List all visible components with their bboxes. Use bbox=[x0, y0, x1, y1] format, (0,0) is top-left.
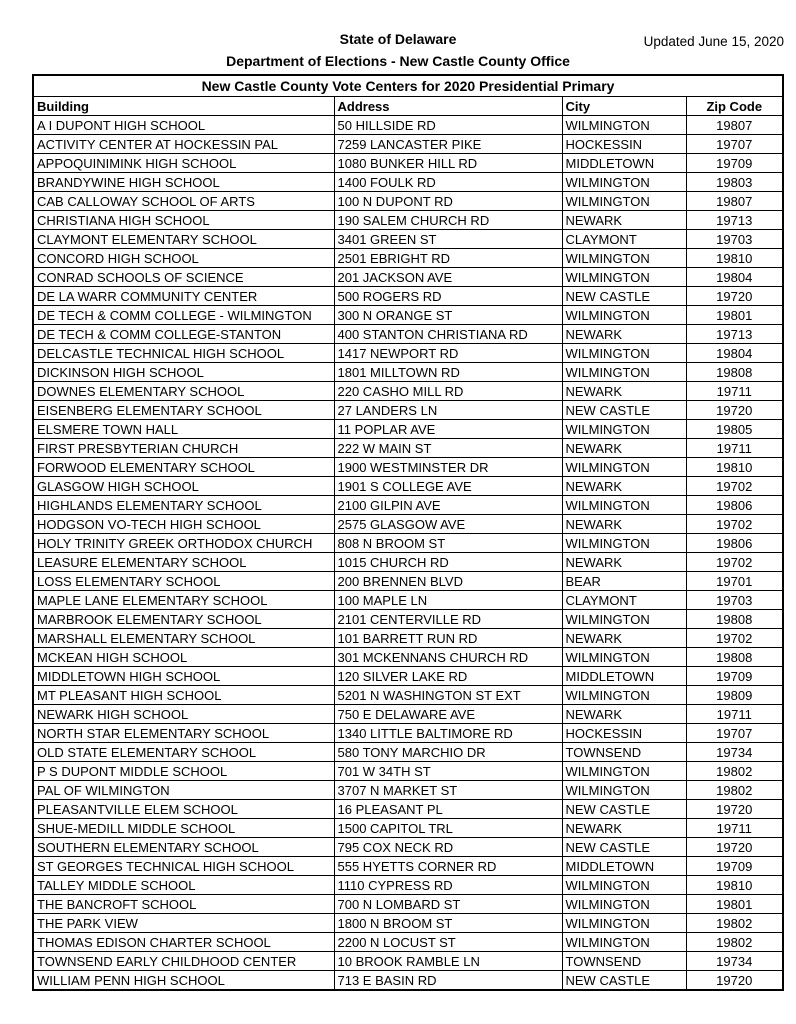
cell-building: MCKEAN HIGH SCHOOL bbox=[33, 648, 334, 667]
table-row bbox=[33, 268, 783, 287]
cell-address: 1400 FOULK RD bbox=[334, 173, 562, 192]
cell-city: WILMINGTON bbox=[562, 648, 686, 667]
cell-address: 1417 NEWPORT RD bbox=[334, 344, 562, 363]
cell-city: HOCKESSIN bbox=[562, 724, 686, 743]
cell-city: NEWARK bbox=[562, 382, 686, 401]
cell-zip: 19720 bbox=[686, 971, 783, 991]
cell-building: MARBROOK ELEMENTARY SCHOOL bbox=[33, 610, 334, 629]
cell-building: DE LA WARR COMMUNITY CENTER bbox=[33, 287, 334, 306]
cell-zip: 19711 bbox=[686, 439, 783, 458]
table-row bbox=[33, 401, 783, 420]
table-row bbox=[33, 762, 783, 781]
cell-city: NEW CASTLE bbox=[562, 971, 686, 991]
table-row bbox=[33, 667, 783, 686]
table-row bbox=[33, 135, 783, 154]
column-header-zip: Zip Code bbox=[686, 97, 783, 116]
table-row bbox=[33, 496, 783, 515]
cell-address: 750 E DELAWARE AVE bbox=[334, 705, 562, 724]
cell-building: HOLY TRINITY GREEK ORTHODOX CHURCH bbox=[33, 534, 334, 553]
cell-city: WILMINGTON bbox=[562, 914, 686, 933]
cell-city: NEW CASTLE bbox=[562, 800, 686, 819]
table-row bbox=[33, 933, 783, 952]
cell-zip: 19809 bbox=[686, 686, 783, 705]
cell-address: 300 N ORANGE ST bbox=[334, 306, 562, 325]
cell-zip: 19807 bbox=[686, 192, 783, 211]
cell-zip: 19804 bbox=[686, 344, 783, 363]
cell-zip: 19808 bbox=[686, 610, 783, 629]
cell-address: 222 W MAIN ST bbox=[334, 439, 562, 458]
cell-zip: 19709 bbox=[686, 857, 783, 876]
cell-address: 2575 GLASGOW AVE bbox=[334, 515, 562, 534]
cell-address: 2200 N LOCUST ST bbox=[334, 933, 562, 952]
cell-address: 11 POPLAR AVE bbox=[334, 420, 562, 439]
cell-building: BRANDYWINE HIGH SCHOOL bbox=[33, 173, 334, 192]
cell-address: 700 N LOMBARD ST bbox=[334, 895, 562, 914]
cell-zip: 19707 bbox=[686, 724, 783, 743]
cell-building: FORWOOD ELEMENTARY SCHOOL bbox=[33, 458, 334, 477]
cell-city: NEW CASTLE bbox=[562, 287, 686, 306]
cell-building: CLAYMONT ELEMENTARY SCHOOL bbox=[33, 230, 334, 249]
cell-building: A I DUPONT HIGH SCHOOL bbox=[33, 116, 334, 135]
cell-address: 580 TONY MARCHIO DR bbox=[334, 743, 562, 762]
cell-city: TOWNSEND bbox=[562, 952, 686, 971]
table-row bbox=[33, 724, 783, 743]
table-row bbox=[33, 363, 783, 382]
table-row bbox=[33, 781, 783, 800]
cell-city: WILMINGTON bbox=[562, 534, 686, 553]
table-row bbox=[33, 211, 783, 230]
cell-city: WILMINGTON bbox=[562, 192, 686, 211]
cell-building: SHUE-MEDILL MIDDLE SCHOOL bbox=[33, 819, 334, 838]
cell-building: MIDDLETOWN HIGH SCHOOL bbox=[33, 667, 334, 686]
table-row bbox=[33, 952, 783, 971]
cell-city: CLAYMONT bbox=[562, 230, 686, 249]
cell-building: HODGSON VO-TECH HIGH SCHOOL bbox=[33, 515, 334, 534]
table-caption-row bbox=[33, 75, 783, 97]
cell-zip: 19707 bbox=[686, 135, 783, 154]
cell-zip: 19802 bbox=[686, 933, 783, 952]
cell-address: 120 SILVER LAKE RD bbox=[334, 667, 562, 686]
table-row bbox=[33, 534, 783, 553]
cell-zip: 19734 bbox=[686, 743, 783, 762]
cell-address: 301 MCKENNANS CHURCH RD bbox=[334, 648, 562, 667]
cell-building: NORTH STAR ELEMENTARY SCHOOL bbox=[33, 724, 334, 743]
cell-address: 5201 N WASHINGTON ST EXT bbox=[334, 686, 562, 705]
cell-city: NEWARK bbox=[562, 325, 686, 344]
cell-zip: 19703 bbox=[686, 591, 783, 610]
cell-zip: 19702 bbox=[686, 629, 783, 648]
cell-building: CONRAD SCHOOLS OF SCIENCE bbox=[33, 268, 334, 287]
cell-address: 2100 GILPIN AVE bbox=[334, 496, 562, 515]
column-header-address: Address bbox=[334, 97, 562, 116]
table-row bbox=[33, 686, 783, 705]
table-row bbox=[33, 325, 783, 344]
cell-address: 1110 CYPRESS RD bbox=[334, 876, 562, 895]
cell-city: NEWARK bbox=[562, 553, 686, 572]
cell-building: SOUTHERN ELEMENTARY SCHOOL bbox=[33, 838, 334, 857]
cell-city: NEWARK bbox=[562, 705, 686, 724]
cell-building: GLASGOW HIGH SCHOOL bbox=[33, 477, 334, 496]
cell-city: NEW CASTLE bbox=[562, 401, 686, 420]
cell-building: MARSHALL ELEMENTARY SCHOOL bbox=[33, 629, 334, 648]
cell-city: WILMINGTON bbox=[562, 781, 686, 800]
cell-zip: 19702 bbox=[686, 515, 783, 534]
table-row bbox=[33, 249, 783, 268]
cell-building: PAL OF WILMINGTON bbox=[33, 781, 334, 800]
cell-building: LEASURE ELEMENTARY SCHOOL bbox=[33, 553, 334, 572]
cell-zip: 19810 bbox=[686, 249, 783, 268]
cell-address: 27 LANDERS LN bbox=[334, 401, 562, 420]
cell-building: MT PLEASANT HIGH SCHOOL bbox=[33, 686, 334, 705]
cell-zip: 19713 bbox=[686, 325, 783, 344]
cell-zip: 19703 bbox=[686, 230, 783, 249]
cell-building: DICKINSON HIGH SCHOOL bbox=[33, 363, 334, 382]
cell-city: WILMINGTON bbox=[562, 876, 686, 895]
table-row bbox=[33, 154, 783, 173]
cell-zip: 19801 bbox=[686, 895, 783, 914]
table-row bbox=[33, 439, 783, 458]
cell-zip: 19709 bbox=[686, 667, 783, 686]
cell-city: WILMINGTON bbox=[562, 249, 686, 268]
cell-address: 2501 EBRIGHT RD bbox=[334, 249, 562, 268]
cell-zip: 19802 bbox=[686, 781, 783, 800]
cell-address: 100 N DUPONT RD bbox=[334, 192, 562, 211]
cell-building: THE PARK VIEW bbox=[33, 914, 334, 933]
cell-zip: 19702 bbox=[686, 553, 783, 572]
table-row bbox=[33, 914, 783, 933]
cell-building: CHRISTIANA HIGH SCHOOL bbox=[33, 211, 334, 230]
cell-zip: 19810 bbox=[686, 876, 783, 895]
cell-building: HIGHLANDS ELEMENTARY SCHOOL bbox=[33, 496, 334, 515]
cell-zip: 19720 bbox=[686, 401, 783, 420]
table-row bbox=[33, 629, 783, 648]
table-row bbox=[33, 344, 783, 363]
cell-address: 3707 N MARKET ST bbox=[334, 781, 562, 800]
cell-building: PLEASANTVILLE ELEM SCHOOL bbox=[33, 800, 334, 819]
cell-zip: 19806 bbox=[686, 496, 783, 515]
vote-centers-table bbox=[32, 74, 784, 991]
table-row bbox=[33, 743, 783, 762]
cell-address: 100 MAPLE LN bbox=[334, 591, 562, 610]
table-row bbox=[33, 648, 783, 667]
column-header-city: City bbox=[562, 97, 686, 116]
cell-building: ELSMERE TOWN HALL bbox=[33, 420, 334, 439]
cell-building: DELCASTLE TECHNICAL HIGH SCHOOL bbox=[33, 344, 334, 363]
cell-city: NEWARK bbox=[562, 515, 686, 534]
table-row bbox=[33, 477, 783, 496]
cell-building: LOSS ELEMENTARY SCHOOL bbox=[33, 572, 334, 591]
cell-building: DE TECH & COMM COLLEGE - WILMINGTON bbox=[33, 306, 334, 325]
cell-zip: 19806 bbox=[686, 534, 783, 553]
cell-address: 808 N BROOM ST bbox=[334, 534, 562, 553]
cell-zip: 19802 bbox=[686, 762, 783, 781]
cell-zip: 19808 bbox=[686, 363, 783, 382]
cell-zip: 19801 bbox=[686, 306, 783, 325]
cell-building: P S DUPONT MIDDLE SCHOOL bbox=[33, 762, 334, 781]
cell-address: 713 E BASIN RD bbox=[334, 971, 562, 991]
cell-city: TOWNSEND bbox=[562, 743, 686, 762]
cell-zip: 19803 bbox=[686, 173, 783, 192]
cell-building: OLD STATE ELEMENTARY SCHOOL bbox=[33, 743, 334, 762]
cell-building: TALLEY MIDDLE SCHOOL bbox=[33, 876, 334, 895]
table-row bbox=[33, 819, 783, 838]
cell-address: 1801 MILLTOWN RD bbox=[334, 363, 562, 382]
cell-zip: 19805 bbox=[686, 420, 783, 439]
table-row bbox=[33, 895, 783, 914]
cell-city: WILMINGTON bbox=[562, 933, 686, 952]
cell-city: WILMINGTON bbox=[562, 762, 686, 781]
cell-building: APPOQUINIMINK HIGH SCHOOL bbox=[33, 154, 334, 173]
table-row bbox=[33, 420, 783, 439]
cell-address: 1500 CAPITOL TRL bbox=[334, 819, 562, 838]
table-row bbox=[33, 192, 783, 211]
cell-city: WILMINGTON bbox=[562, 116, 686, 135]
cell-zip: 19808 bbox=[686, 648, 783, 667]
cell-address: 2101 CENTERVILLE RD bbox=[334, 610, 562, 629]
table-row bbox=[33, 287, 783, 306]
table-row bbox=[33, 705, 783, 724]
cell-building: NEWARK HIGH SCHOOL bbox=[33, 705, 334, 724]
table-row bbox=[33, 838, 783, 857]
table-row bbox=[33, 857, 783, 876]
cell-building: ST GEORGES TECHNICAL HIGH SCHOOL bbox=[33, 857, 334, 876]
table-row bbox=[33, 173, 783, 192]
document-title-department: Department of Elections - New Castle County Office bbox=[226, 53, 570, 69]
cell-address: 190 SALEM CHURCH RD bbox=[334, 211, 562, 230]
cell-city: BEAR bbox=[562, 572, 686, 591]
cell-city: MIDDLETOWN bbox=[562, 667, 686, 686]
cell-address: 201 JACKSON AVE bbox=[334, 268, 562, 287]
table-row bbox=[33, 116, 783, 135]
cell-address: 200 BRENNEN BLVD bbox=[334, 572, 562, 591]
table-row bbox=[33, 458, 783, 477]
cell-city: WILMINGTON bbox=[562, 458, 686, 477]
cell-zip: 19720 bbox=[686, 287, 783, 306]
cell-address: 795 COX NECK RD bbox=[334, 838, 562, 857]
cell-address: 101 BARRETT RUN RD bbox=[334, 629, 562, 648]
cell-building: MAPLE LANE ELEMENTARY SCHOOL bbox=[33, 591, 334, 610]
cell-building: WILLIAM PENN HIGH SCHOOL bbox=[33, 971, 334, 991]
cell-city: NEWARK bbox=[562, 629, 686, 648]
table-row bbox=[33, 800, 783, 819]
cell-address: 1901 S COLLEGE AVE bbox=[334, 477, 562, 496]
table-row bbox=[33, 591, 783, 610]
table-row bbox=[33, 230, 783, 249]
cell-address: 1800 N BROOM ST bbox=[334, 914, 562, 933]
cell-city: WILMINGTON bbox=[562, 420, 686, 439]
cell-city: WILMINGTON bbox=[562, 363, 686, 382]
cell-address: 701 W 34TH ST bbox=[334, 762, 562, 781]
cell-city: WILMINGTON bbox=[562, 344, 686, 363]
cell-building: THOMAS EDISON CHARTER SCHOOL bbox=[33, 933, 334, 952]
table-row bbox=[33, 572, 783, 591]
table-row bbox=[33, 971, 783, 991]
cell-building: THE BANCROFT SCHOOL bbox=[33, 895, 334, 914]
cell-city: NEWARK bbox=[562, 819, 686, 838]
cell-zip: 19734 bbox=[686, 952, 783, 971]
cell-address: 220 CASHO MILL RD bbox=[334, 382, 562, 401]
cell-city: WILMINGTON bbox=[562, 268, 686, 287]
cell-zip: 19711 bbox=[686, 705, 783, 724]
cell-city: CLAYMONT bbox=[562, 591, 686, 610]
cell-zip: 19711 bbox=[686, 819, 783, 838]
table-caption: New Castle County Vote Centers for 2020 Presidential Primary bbox=[33, 75, 783, 97]
cell-building: DOWNES ELEMENTARY SCHOOL bbox=[33, 382, 334, 401]
updated-date: Updated June 15, 2020 bbox=[643, 34, 784, 49]
cell-zip: 19720 bbox=[686, 800, 783, 819]
cell-building: TOWNSEND EARLY CHILDHOOD CENTER bbox=[33, 952, 334, 971]
cell-address: 16 PLEASANT PL bbox=[334, 800, 562, 819]
cell-zip: 19713 bbox=[686, 211, 783, 230]
cell-city: WILMINGTON bbox=[562, 173, 686, 192]
cell-city: WILMINGTON bbox=[562, 496, 686, 515]
cell-city: WILMINGTON bbox=[562, 686, 686, 705]
cell-building: DE TECH & COMM COLLEGE-STANTON bbox=[33, 325, 334, 344]
cell-city: NEWARK bbox=[562, 439, 686, 458]
cell-address: 1015 CHURCH RD bbox=[334, 553, 562, 572]
cell-address: 555 HYETTS CORNER RD bbox=[334, 857, 562, 876]
cell-address: 1080 BUNKER HILL RD bbox=[334, 154, 562, 173]
cell-address: 3401 GREEN ST bbox=[334, 230, 562, 249]
table-header-row bbox=[33, 97, 783, 116]
cell-city: NEW CASTLE bbox=[562, 838, 686, 857]
cell-building: CAB CALLOWAY SCHOOL OF ARTS bbox=[33, 192, 334, 211]
cell-zip: 19807 bbox=[686, 116, 783, 135]
cell-building: ACTIVITY CENTER AT HOCKESSIN PAL bbox=[33, 135, 334, 154]
table-row bbox=[33, 306, 783, 325]
cell-zip: 19802 bbox=[686, 914, 783, 933]
cell-address: 7259 LANCASTER PIKE bbox=[334, 135, 562, 154]
cell-zip: 19804 bbox=[686, 268, 783, 287]
table-row bbox=[33, 876, 783, 895]
cell-zip: 19720 bbox=[686, 838, 783, 857]
cell-building: FIRST PRESBYTERIAN CHURCH bbox=[33, 439, 334, 458]
cell-address: 500 ROGERS RD bbox=[334, 287, 562, 306]
cell-city: MIDDLETOWN bbox=[562, 154, 686, 173]
cell-city: WILMINGTON bbox=[562, 306, 686, 325]
cell-zip: 19709 bbox=[686, 154, 783, 173]
cell-building: CONCORD HIGH SCHOOL bbox=[33, 249, 334, 268]
cell-zip: 19702 bbox=[686, 477, 783, 496]
cell-zip: 19711 bbox=[686, 382, 783, 401]
table-row bbox=[33, 610, 783, 629]
cell-address: 400 STANTON CHRISTIANA RD bbox=[334, 325, 562, 344]
table-row bbox=[33, 382, 783, 401]
cell-address: 50 HILLSIDE RD bbox=[334, 116, 562, 135]
cell-address: 10 BROOK RAMBLE LN bbox=[334, 952, 562, 971]
cell-city: NEWARK bbox=[562, 477, 686, 496]
cell-zip: 19701 bbox=[686, 572, 783, 591]
cell-city: NEWARK bbox=[562, 211, 686, 230]
cell-city: WILMINGTON bbox=[562, 610, 686, 629]
document-title-state: State of Delaware bbox=[339, 31, 457, 47]
column-header-building: Building bbox=[33, 97, 334, 116]
cell-city: MIDDLETOWN bbox=[562, 857, 686, 876]
cell-city: HOCKESSIN bbox=[562, 135, 686, 154]
table-row bbox=[33, 553, 783, 572]
cell-building: EISENBERG ELEMENTARY SCHOOL bbox=[33, 401, 334, 420]
cell-address: 1340 LITTLE BALTIMORE RD bbox=[334, 724, 562, 743]
cell-address: 1900 WESTMINSTER DR bbox=[334, 458, 562, 477]
table-row bbox=[33, 515, 783, 534]
cell-zip: 19810 bbox=[686, 458, 783, 477]
cell-city: WILMINGTON bbox=[562, 895, 686, 914]
